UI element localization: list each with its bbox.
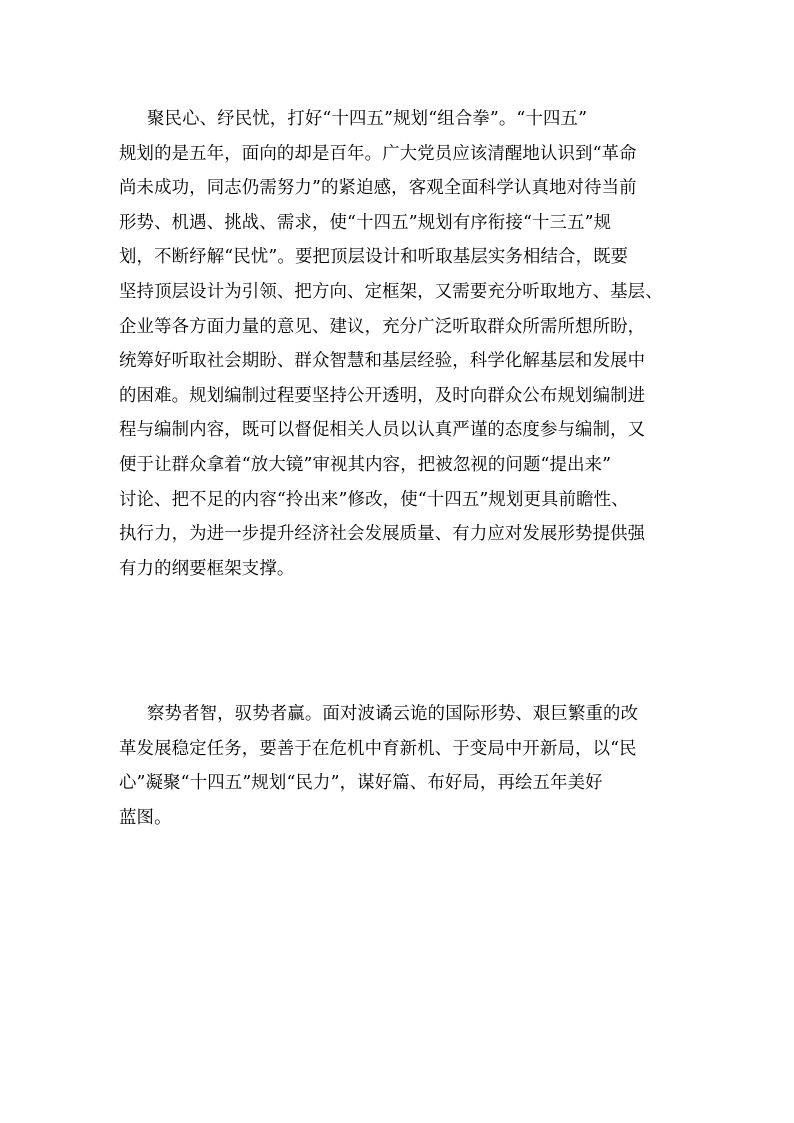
text-line: 讨论、把不足的内容“拎出来”修改，使“十四五”规划更具前瞻性、 xyxy=(119,489,629,510)
paragraph-1 xyxy=(119,102,679,586)
text-line: 聚民心、纾民忧，打好“十四五”规划“组合拳”。“十四五” xyxy=(147,109,588,129)
text-line: 统筹好听取社会期盼、群众智慧和基层经验，科学化解基层和发展中 xyxy=(119,351,646,372)
text-line: 心”凝聚“十四五”规划“民力”，谋好篇、布好局，再绘五年美好 xyxy=(119,773,603,794)
text-line: 规划的是五年，面向的却是百年。广大党员应该清醒地认识到“革命 xyxy=(119,143,637,164)
text-line: 的困难。规划编制过程要坚持公开透明，及时向群众公布规划编制进 xyxy=(119,385,646,406)
text-line: 尚未成功，同志仍需努力”的紧迫感，客观全面科学认真地对待当前 xyxy=(119,178,637,199)
text-line: 便于让群众拿着“放大镜”审视其内容，把被忽视的问题“提出来” xyxy=(119,454,612,475)
text-line: 蓝图。 xyxy=(119,807,172,828)
text-line: 程与编制内容，既可以督促相关人员以认真严谨的态度参与编制，又 xyxy=(119,420,646,441)
paragraph-2 xyxy=(119,697,679,835)
text-line: 执行力，为进一步提升经济社会发展质量、有力应对发展形势提供强 xyxy=(119,524,646,545)
text-line: 划，不断纾解“民忧”。要把顶层设计和听取基层实务相结合，既要 xyxy=(119,247,629,268)
text-line: 形势、机遇、挑战、需求，使“十四五”规划有序衔接“十三五”规 xyxy=(119,212,612,233)
text-line: 革发展稳定任务，要善于在危机中育新机、于变局中开新局，以“民 xyxy=(119,738,637,759)
text-line: 察势者智，驭势者赢。面对波谲云诡的国际形势、艰巨繁重的改 xyxy=(147,704,639,724)
text-line: 坚持顶层设计为引领、把方向、定框架，又需要充分听取地方、基层、 xyxy=(119,281,663,302)
text-line: 企业等各方面力量的意见、建议，充分广泛听取群众所需所想所盼， xyxy=(119,316,646,337)
text-line: 有力的纲要框架支撑。 xyxy=(119,558,295,579)
